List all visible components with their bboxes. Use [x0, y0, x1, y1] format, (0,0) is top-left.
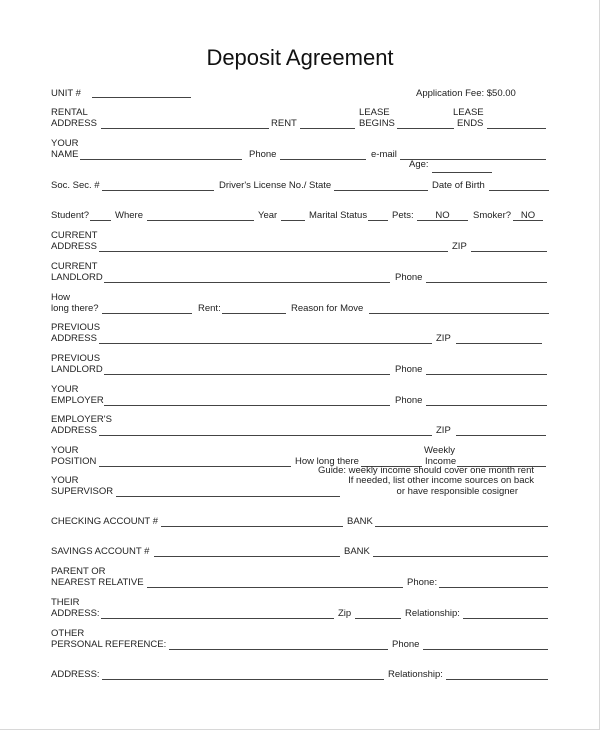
their-relationship-field[interactable]	[463, 618, 548, 619]
checking-field[interactable]	[161, 526, 343, 527]
how-long-rent-field[interactable]	[222, 313, 286, 314]
pets-label: Pets:	[392, 210, 414, 221]
prev-landlord-phone-label: Phone	[395, 364, 423, 375]
relative-label-2: NEAREST RELATIVE	[51, 577, 144, 588]
their-address-label-2: ADDRESS:	[51, 608, 100, 619]
employer-label-2: EMPLOYER	[51, 395, 104, 406]
email-label: e-mail	[371, 149, 397, 160]
checking-label: CHECKING ACCOUNT #	[51, 516, 158, 527]
employer-address-field[interactable]	[99, 435, 432, 436]
employer-address-label-1: EMPLOYER'S	[51, 414, 112, 425]
current-address-field[interactable]	[99, 251, 448, 252]
prev-zip-label: ZIP	[436, 333, 451, 344]
rental-address-field[interactable]	[101, 128, 269, 129]
current-landlord-phone-field[interactable]	[426, 282, 547, 283]
guide-line-1: Guide: weekly income should cover one month rent	[318, 465, 534, 476]
ssn-label: Soc. Sec. #	[51, 180, 100, 191]
smoker-value: NO	[520, 210, 536, 221]
supervisor-field[interactable]	[116, 496, 340, 497]
ref-address-label: ADDRESS:	[51, 669, 100, 680]
current-zip-field[interactable]	[471, 251, 547, 252]
employer-phone-field[interactable]	[426, 405, 547, 406]
marital-label: Marital Status	[309, 210, 368, 221]
employer-phone-label: Phone	[395, 395, 423, 406]
rent-label: RENT	[271, 118, 297, 129]
ref-address-field[interactable]	[102, 679, 384, 680]
prev-address-label-2: ADDRESS	[51, 333, 97, 344]
lease-ends-label-2: ENDS	[457, 118, 484, 129]
prev-landlord-label-2: LANDLORD	[51, 364, 103, 375]
savings-label: SAVINGS ACCOUNT #	[51, 546, 150, 557]
employer-field[interactable]	[104, 405, 390, 406]
age-label: Age:	[409, 159, 429, 170]
lease-begins-field[interactable]	[397, 128, 454, 129]
employer-address-label-2: ADDRESS	[51, 425, 97, 436]
other-ref-phone-field[interactable]	[423, 649, 548, 650]
weekly-income-label-2: Income	[425, 456, 457, 467]
position-field[interactable]	[99, 466, 291, 467]
employer-zip-label: ZIP	[436, 425, 451, 436]
ssn-field[interactable]	[102, 190, 214, 191]
how-long-label-1: How	[51, 292, 71, 303]
savings-field[interactable]	[154, 556, 340, 557]
current-address-label-1: CURRENT	[51, 230, 98, 241]
how-long-rent-label: Rent:	[198, 303, 221, 314]
year-label: Year	[258, 210, 278, 221]
where-label: Where	[115, 210, 143, 221]
prev-landlord-field[interactable]	[104, 374, 390, 375]
rental-label-1: RENTAL	[51, 107, 88, 118]
name-label-1: YOUR	[51, 138, 79, 149]
relative-label-1: PARENT OR	[51, 566, 106, 577]
their-zip-field[interactable]	[355, 618, 401, 619]
name-label-2: NAME	[51, 149, 79, 160]
student-label: Student?	[51, 210, 90, 221]
unit-field[interactable]	[92, 97, 191, 98]
page-title: Deposit Agreement	[206, 45, 394, 70]
employer-label-1: YOUR	[51, 384, 79, 395]
prev-address-label-1: PREVIOUS	[51, 322, 101, 333]
lease-begins-label-1: LEASE	[359, 107, 390, 118]
license-field[interactable]	[334, 190, 428, 191]
rental-label-2: ADDRESS	[51, 118, 97, 129]
relative-phone-field[interactable]	[439, 587, 548, 588]
how-long-label-2: long there?	[51, 303, 99, 314]
savings-bank-label: BANK	[344, 546, 370, 557]
position-label-2: POSITION	[51, 456, 97, 467]
prev-zip-field[interactable]	[456, 343, 542, 344]
pets-value: NO	[435, 210, 450, 221]
name-field[interactable]	[80, 159, 242, 160]
supervisor-label-1: YOUR	[51, 475, 79, 486]
current-landlord-phone-label: Phone	[395, 272, 423, 283]
age-field[interactable]	[432, 172, 492, 173]
other-ref-phone-label: Phone	[392, 639, 420, 650]
prev-landlord-label-1: PREVIOUS	[51, 353, 101, 364]
current-zip-label: ZIP	[452, 241, 467, 252]
lease-ends-field[interactable]	[487, 128, 546, 129]
dob-label: Date of Birth	[432, 180, 485, 191]
current-address-label-2: ADDRESS	[51, 241, 97, 252]
lease-begins-label-2: BEGINS	[359, 118, 395, 129]
other-ref-label-1: OTHER	[51, 628, 85, 639]
employer-zip-field[interactable]	[456, 435, 546, 436]
their-address-field[interactable]	[101, 618, 334, 619]
weekly-income-label-1: Weekly	[424, 445, 455, 456]
year-field[interactable]	[281, 220, 305, 221]
supervisor-label-2: SUPERVISOR	[51, 486, 114, 497]
ref-relationship-label: Relationship:	[388, 669, 443, 680]
checking-bank-label: BANK	[347, 516, 373, 527]
relative-phone-label: Phone:	[407, 577, 438, 588]
relative-field[interactable]	[147, 587, 403, 588]
dob-field[interactable]	[489, 190, 549, 191]
guide-line-2: If needed, list other income sources on back	[348, 475, 534, 486]
how-long-field[interactable]	[102, 313, 192, 314]
position-how-long-label: How long there	[295, 456, 359, 467]
smoker-label: Smoker?	[473, 210, 512, 221]
position-label-1: YOUR	[51, 445, 79, 456]
other-ref-label-2: PERSONAL REFERENCE:	[51, 639, 167, 650]
current-landlord-field[interactable]	[104, 282, 390, 283]
prev-address-field[interactable]	[99, 343, 432, 344]
reason-field[interactable]	[369, 313, 549, 314]
their-zip-label: Zip	[338, 608, 352, 619]
student-field[interactable]	[90, 220, 111, 221]
name-phone-label: Phone	[249, 149, 277, 160]
other-ref-field[interactable]	[169, 649, 388, 650]
their-relationship-label: Relationship:	[405, 608, 460, 619]
lease-ends-label-1: LEASE	[453, 107, 484, 118]
ref-relationship-field[interactable]	[446, 679, 548, 680]
current-landlord-label-2: LANDLORD	[51, 272, 103, 283]
guide-line-3: or have responsible cosigner	[396, 486, 518, 497]
reason-label: Reason for Move	[291, 303, 364, 314]
application-fee: Application Fee: $50.00	[416, 88, 516, 99]
their-address-label-1: THEIR	[51, 597, 80, 608]
rent-field[interactable]	[300, 128, 355, 129]
current-landlord-label-1: CURRENT	[51, 261, 98, 272]
savings-bank-field[interactable]	[373, 556, 548, 557]
name-phone-field[interactable]	[280, 159, 366, 160]
license-label: Driver's License No./ State	[219, 180, 332, 191]
prev-landlord-phone-field[interactable]	[426, 374, 547, 375]
marital-field[interactable]	[368, 220, 388, 221]
unit-label: UNIT #	[51, 88, 81, 99]
where-field[interactable]	[147, 220, 254, 221]
checking-bank-field[interactable]	[375, 526, 548, 527]
